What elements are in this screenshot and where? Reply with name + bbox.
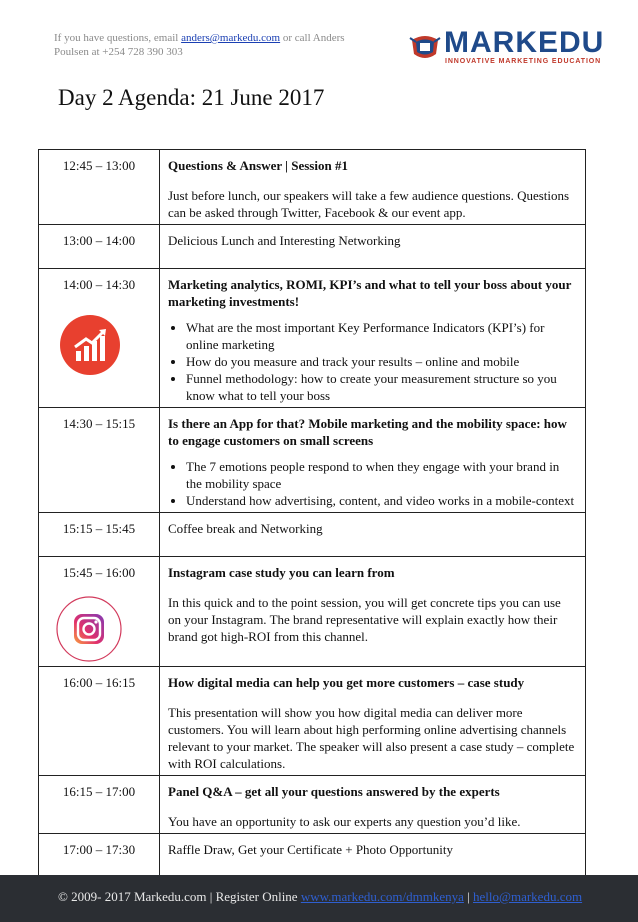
email-link[interactable]: hello@markedu.com	[473, 889, 583, 904]
session-cell	[160, 667, 586, 776]
list-item: • What are the most important Key Performance Indicators (KPI’s) for online marketing	[186, 319, 577, 353]
logo-wordmark: MARKEDU	[444, 26, 605, 59]
table-row	[39, 269, 586, 408]
instagram-icon	[55, 595, 123, 663]
contact-email-link[interactable]: anders@markedu.com	[181, 32, 281, 44]
contact-text-mid: or call Anders	[280, 32, 345, 44]
session-bullets	[168, 319, 577, 404]
session-title: How digital media can help you get more customers – case study	[168, 675, 525, 690]
session-cell	[160, 776, 586, 834]
session-cell	[160, 269, 586, 408]
contact-text: If you have questions, email	[54, 32, 182, 44]
session-description: You have an opportunity to ask our experts any question you’d like.	[168, 814, 521, 829]
session-time: 14:00 – 14:30	[62, 277, 136, 292]
table-row	[39, 225, 586, 269]
contact-text-line2: Poulsen at +254 728 390 303	[54, 46, 183, 58]
session-time-cell	[39, 269, 160, 408]
session-time: 12:45 – 13:00	[39, 150, 160, 225]
session-time: 15:45 – 16:00	[62, 565, 136, 580]
session-description: Just before lunch, our speakers will take a few audience questions. Questions can be asked through Twitter, Facebook & our event app.	[168, 188, 570, 220]
copyright-text: © 2009- 2017 Markedu.com | Register Online	[58, 889, 301, 904]
page-title: Day 2 Agenda: 21 June 2017	[58, 85, 325, 110]
session-time: 16:00 – 16:15	[39, 667, 160, 776]
markedu-logo[interactable]	[408, 26, 605, 69]
register-link[interactable]: www.markedu.com/dmmkenya	[300, 889, 464, 904]
session-cell	[160, 150, 586, 225]
list-item: • How do you measure and track your results – online and mobile	[186, 353, 577, 370]
table-row	[39, 667, 586, 776]
list-item: • Understand how advertising, content, and video works in a mobile-context	[186, 492, 577, 509]
session-cell	[160, 557, 586, 667]
session-description: This presentation will show you how digital media can deliver more customers. You will learn about high performing online advertising channels relevant to your market. The speaker will also present a case study – complete with ROI calculations.	[168, 705, 575, 771]
session-time-cell	[39, 557, 160, 667]
session-description: In this quick and to the point session, you will get concrete tips you can use on your Instagram. The brand representative will explain exactly how their brand got high-ROI from this channel.	[168, 595, 561, 644]
session-title: Instagram case study you can learn from	[168, 565, 395, 580]
session-time: 17:00 – 17:30	[39, 834, 160, 878]
contact-info	[54, 31, 354, 59]
page-footer	[0, 875, 638, 922]
table-row	[39, 513, 586, 557]
footer-text	[58, 889, 582, 905]
table-row	[39, 776, 586, 834]
session-cell: Coffee break and Networking	[160, 513, 586, 557]
footer-separator: |	[463, 889, 473, 904]
analytics-chart-icon	[60, 315, 120, 375]
session-time: 13:00 – 14:00	[39, 225, 160, 269]
logo-tagline: INNOVATIVE MARKETING EDUCATION	[445, 58, 602, 65]
list-item: • The 7 emotions people respond to when they engage with your brand in the mobility space	[186, 458, 577, 492]
list-item: • Funnel methodology: how to create your measurement structure so you know what to tell your boss	[186, 370, 577, 404]
agenda-table	[38, 149, 586, 878]
crest-icon	[408, 30, 442, 64]
session-title: Questions & Answer | Session #1	[168, 158, 348, 173]
table-row	[39, 834, 586, 878]
session-cell	[160, 408, 586, 513]
session-time: 16:15 – 17:00	[39, 776, 160, 834]
session-cell: Raffle Draw, Get your Certificate + Photo Opportunity	[160, 834, 586, 878]
table-row	[39, 557, 586, 667]
session-title: Marketing analytics, ROMI, KPI’s and what to tell your boss about your marketing investments!	[168, 277, 572, 309]
session-bullets	[168, 458, 577, 509]
table-row	[39, 408, 586, 513]
session-cell: Delicious Lunch and Interesting Networking	[160, 225, 586, 269]
session-time: 15:15 – 15:45	[39, 513, 160, 557]
session-title: Panel Q&A – get all your questions answered by the experts	[168, 784, 500, 799]
table-row	[39, 150, 586, 225]
session-time: 14:30 – 15:15	[39, 408, 160, 513]
session-title: Is there an App for that? Mobile marketing and the mobility space: how to engage customers on small screens	[168, 416, 567, 448]
